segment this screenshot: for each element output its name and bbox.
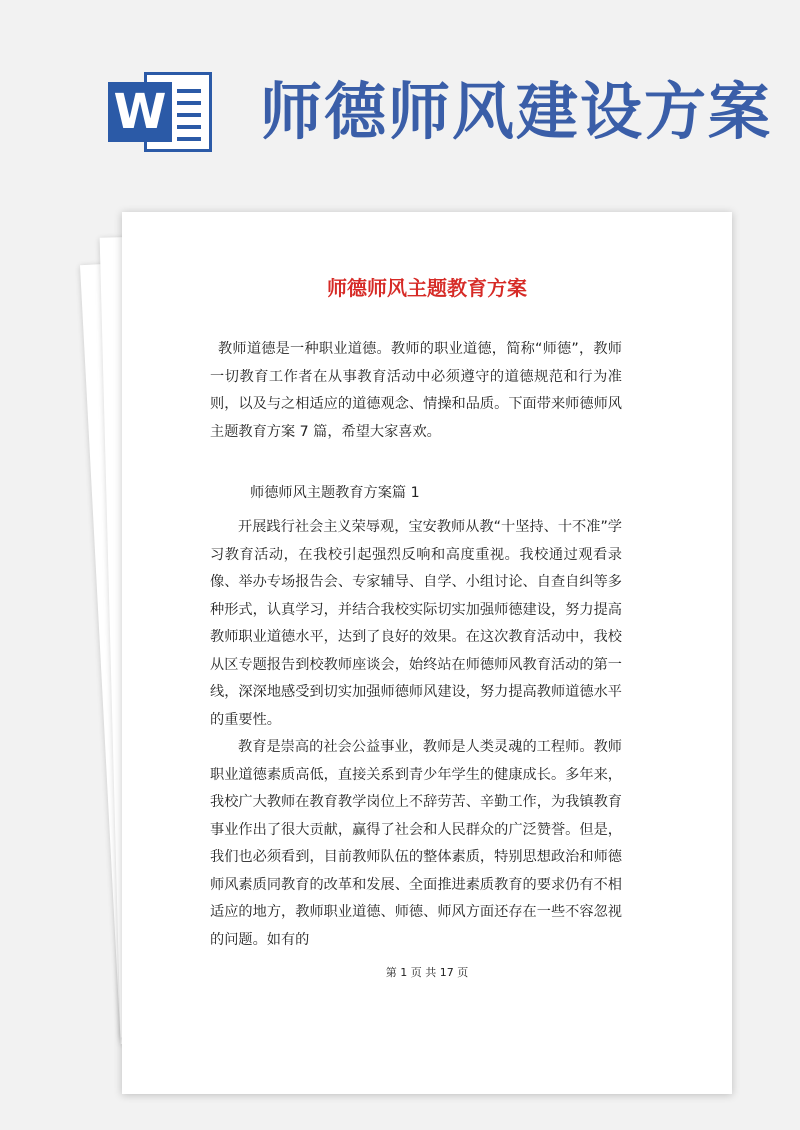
body-paragraph-1: 开展践行社会主义荣辱观，宝安教师从教“十坚持、十不准”学习教育活动，在我校引起强烈反响和高度重视。我校通过观看录像、举办专场报告会、专家辅导、自学、小组讨论、自查自纠等多种形式，认真学习，并结合我校实际切实加强师德建设，努力提高教师职业道德水平，达到了良好的效果。在这次教育活动中，我校从区专题报告到校教师座谈会，始终站在师德师风教育活动的第一线，深深地感受到切实加强师德师风建设，努力提高教师道德水平的重要性。 xyxy=(210,519,622,728)
word-letter-badge: W xyxy=(108,82,172,142)
banner-title: 师德师风建设方案 xyxy=(260,75,773,148)
body-paragraph-2: 教育是崇高的社会公益事业，教师是人类灵魂的工程师。教师职业道德素质高低，直接关系到青少年学生的健康成长。多年来，我校广大教师在教育教学岗位上不辞劳苦、辛勤工作，为我镇教育事业作出了很大贡献，赢得了社会和人民群众的广泛赞誉。但是，我们也必须看到，目前教师队伍的整体素质，特别思想政治和师德师风素质同教育的改革和发展、全面推进素质教育的要求仍有不相适应的地方，教师职业道德、师德、师风方面还存在一些不容忽视的问题。如有的 xyxy=(210,739,622,948)
page-number-footer: 第 1 页 共 17 页 xyxy=(385,966,469,979)
document-title: 师德师风主题教育方案 xyxy=(327,276,527,300)
word-document-icon xyxy=(108,72,212,152)
header-banner xyxy=(0,0,800,200)
document-page xyxy=(122,212,732,1094)
intro-paragraph: 教师道德是一种职业道德。教师的职业道德，简称“师德”，教师一切教育工作者在从事教育活动中必须遵守的道德规范和行为准则，以及与之相适应的道德观念、情操和品质。下面带来师德师风主题教育方案 7 篇，希望大家喜欢。 xyxy=(210,341,622,440)
section-heading: 师德师风主题教育方案篇 1 xyxy=(250,485,420,501)
